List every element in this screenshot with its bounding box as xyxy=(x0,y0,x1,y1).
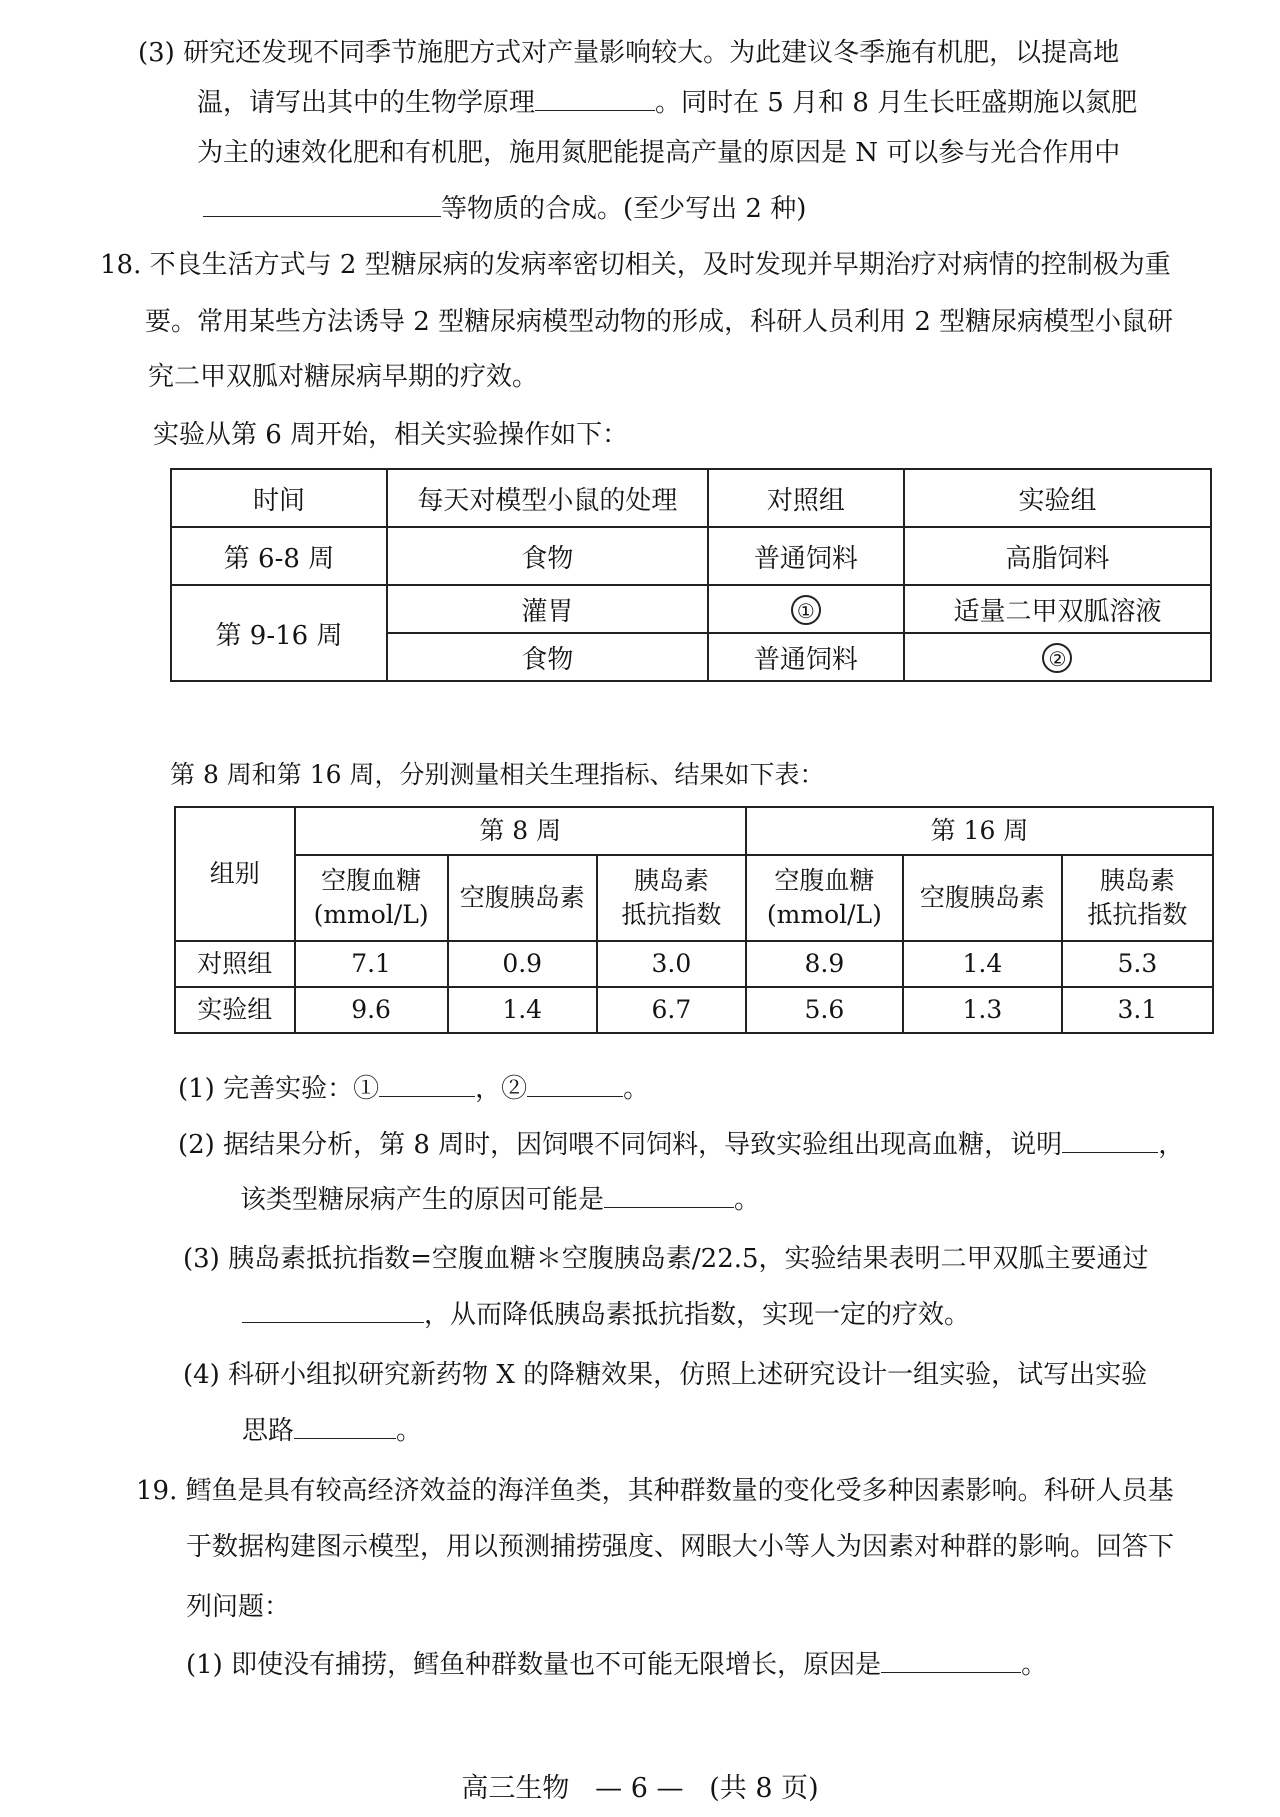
table-row: 食物 普通饲料 ② xyxy=(171,633,1211,681)
q18-sub3-line2: ，从而降低胰岛素抵抗指数，实现一定的疗效。 xyxy=(242,1298,970,1332)
q18-line1: 18. 不良生活方式与 2 型糖尿病的发病率密切相关，及时发现并早期治疗对病情的控制极为重 xyxy=(100,250,1171,280)
q17-3-line1: (3) 研究还发现不同季节施肥方式对产量影响较大。为此建议冬季施有机肥，以提高地 xyxy=(138,38,1120,68)
q18-sub2-line1: (2) 据结果分析，第 8 周时，因饲喂不同饲料，导致实验组出现高血糖，说明 ， xyxy=(178,1130,1185,1160)
table-row: 实验组 9.6 1.4 6.7 5.6 1.3 3.1 xyxy=(175,987,1213,1033)
footer-subject: 高三生物 xyxy=(461,1773,570,1804)
experiment-procedure-table xyxy=(170,468,1212,682)
q17-3-line2: 温，请写出其中的生物学原理 。同时在 5 月和 8 月生长旺盛期施以氮肥 xyxy=(197,88,1138,118)
q18-sub4-line2: 思路 。 xyxy=(242,1416,423,1446)
answer-blank[interactable] xyxy=(242,1298,424,1323)
q18-sub4-line1: (4) 科研小组拟研究新药物 X 的降糖效果，仿照上述研究设计一组实验，试写出实验 xyxy=(183,1360,1148,1390)
page-footer xyxy=(0,1766,1280,1805)
answer-blank[interactable] xyxy=(294,1414,396,1439)
q19-sub1: (1) 即使没有捕捞，鳕鱼种群数量也不可能无限增长，原因是 。 xyxy=(186,1650,1048,1680)
answer-blank[interactable] xyxy=(203,192,441,217)
blank-marker-2: ② xyxy=(1042,643,1072,673)
q18-sub2-line2: 该类型糖尿病产生的原因可能是 。 xyxy=(240,1185,761,1215)
table-row: 第 9-16 周 灌胃 ① 适量二甲双胍溶液 xyxy=(171,585,1211,633)
answer-blank[interactable] xyxy=(881,1648,1021,1673)
answer-blank[interactable] xyxy=(379,1072,475,1097)
results-table xyxy=(174,806,1214,1034)
q19-line3: 列问题： xyxy=(186,1592,291,1622)
q18-line2: 要。常用某些方法诱导 2 型糖尿病模型动物的形成，科研人员利用 2 型糖尿病模型小鼠研 xyxy=(145,307,1174,337)
q17-3-line3: 为主的速效化肥和有机肥，施用氮肥能提高产量的原因是 N 可以参与光合作用中 xyxy=(197,138,1121,168)
q18-number: 18. xyxy=(100,250,142,280)
answer-blank[interactable] xyxy=(527,1072,623,1097)
answer-blank[interactable] xyxy=(535,86,655,111)
footer-total: (共 8 页) xyxy=(709,1773,819,1804)
q18-intro2: 第 8 周和第 16 周，分别测量相关生理指标、结果如下表： xyxy=(170,760,825,789)
answer-blank[interactable] xyxy=(604,1183,734,1208)
q19-line2: 于数据构建图示模型，用以预测捕捞强度、网眼大小等人为因素对种群的影响。回答下 xyxy=(186,1532,1175,1562)
table-row: 第 6-8 周 食物 普通饲料 高脂饲料 xyxy=(171,527,1211,585)
table-row: 对照组 7.1 0.9 3.0 8.9 1.4 5.3 xyxy=(175,941,1213,987)
q18-intro1: 实验从第 6 周开始，相关实验操作如下： xyxy=(153,420,629,450)
blank-marker-1: ① xyxy=(791,595,821,625)
q17-3-label: (3) xyxy=(138,38,175,68)
q19-line1: 19. 鳕鱼是具有较高经济效益的海洋鱼类，其种群数量的变化受多种因素影响。科研人员基 xyxy=(136,1476,1174,1506)
q18-sub1: (1) 完善实验：① ，② 。 xyxy=(178,1074,650,1104)
q18-sub3-line1: (3) 胰岛素抵抗指数=空腹血糖＊空腹胰岛素/22.5，实验结果表明二甲双胍主要通过 xyxy=(183,1244,1149,1274)
answer-blank[interactable] xyxy=(1062,1128,1158,1153)
q18-line3: 究二甲双胍对糖尿病早期的疗效。 xyxy=(148,362,539,392)
table-row: 空腹血糖 (mmol/L) 空腹胰岛素 胰岛素 抵抗指数 空腹血糖 (mmol/L) 空腹胰岛素 胰岛素 抵抗指数 xyxy=(175,855,1213,941)
q17-3-line4: 等物质的合成。(至少写出 2 种) xyxy=(203,192,806,226)
table-row: 组别 第 8 周 第 16 周 xyxy=(175,807,1213,855)
table-row: 时间 每天对模型小鼠的处理 对照组 实验组 xyxy=(171,469,1211,527)
footer-page: — 6 — xyxy=(595,1773,684,1804)
q19-number: 19. xyxy=(136,1476,178,1506)
